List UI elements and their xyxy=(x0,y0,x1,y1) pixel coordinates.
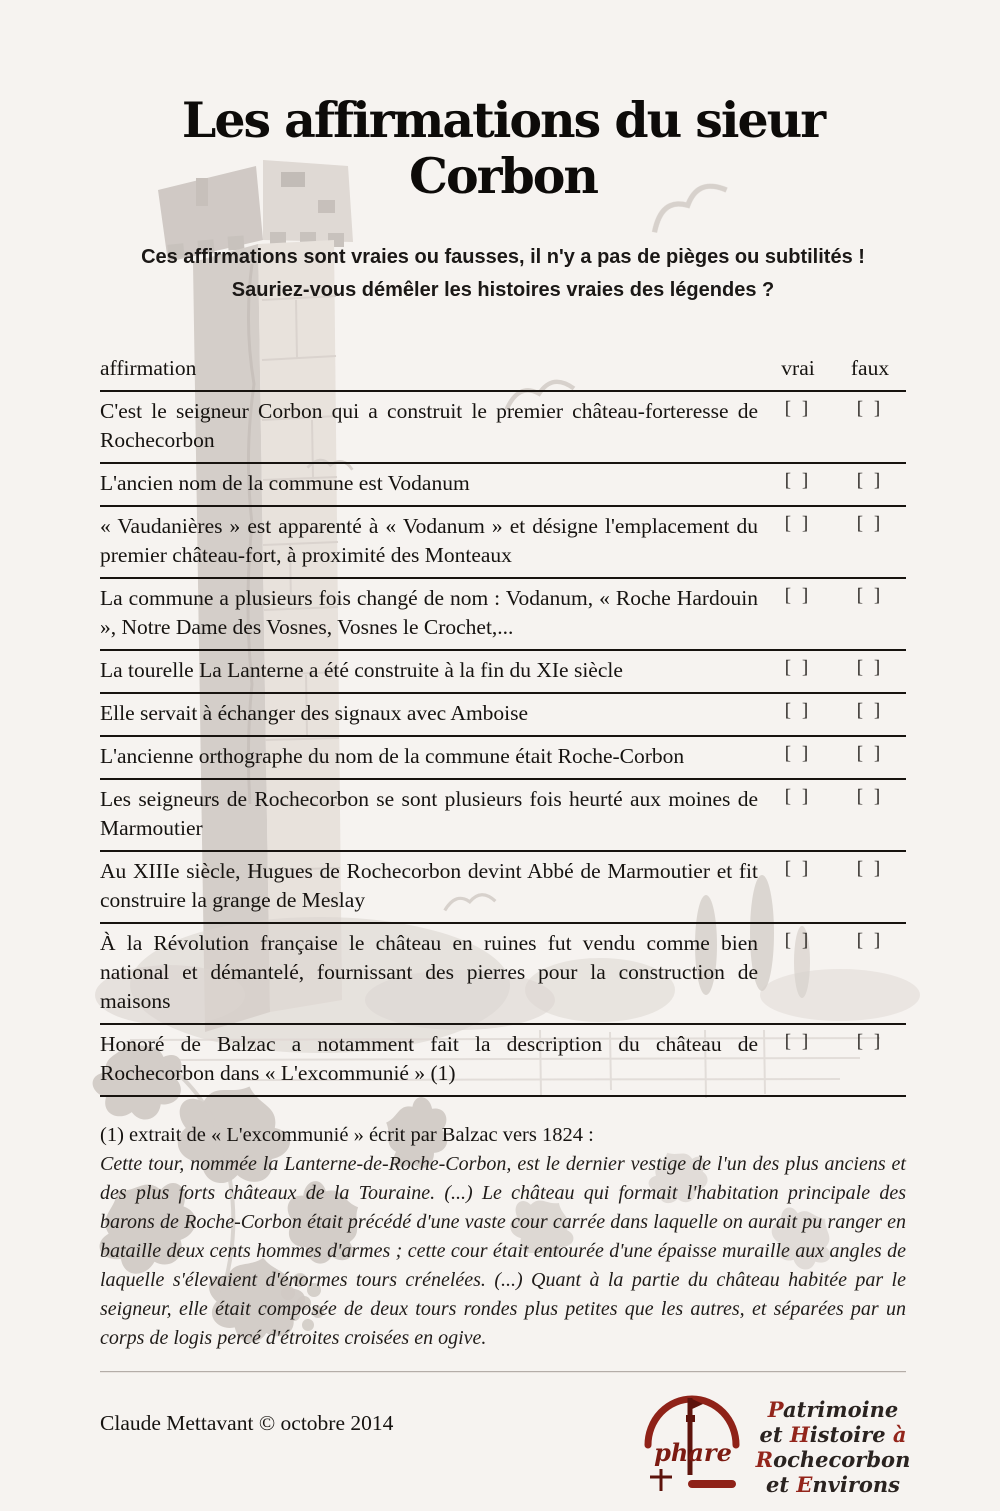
checkbox-vrai[interactable] xyxy=(762,694,834,735)
checkbox-faux[interactable] xyxy=(834,780,906,850)
subtitle xyxy=(100,241,906,307)
table-row xyxy=(100,507,906,579)
checkbox-brackets: [ ] xyxy=(856,785,884,807)
affirmation-text: « Vaudanières » est apparenté à « Vodanum » et désigne l'emplacement du premier château-fort, à proximité des Monteaux xyxy=(100,513,758,567)
org-line-4: et Environs xyxy=(766,1471,900,1497)
table-row xyxy=(100,780,906,852)
copyright-text: Claude Mettavant © octobre 2014 xyxy=(100,1410,394,1435)
checkbox-vrai[interactable] xyxy=(762,651,834,692)
checkbox-brackets: [ ] xyxy=(856,512,884,534)
table-row xyxy=(100,737,906,780)
checkbox-faux[interactable] xyxy=(834,852,906,922)
document-content xyxy=(100,0,911,1499)
affirmation-text: À la Révolution française le château en ruines fut vendu comme bien national et démantelé, fournissant des pierres pour la construction de maisons xyxy=(100,930,758,1013)
checkbox-brackets: [ ] xyxy=(784,785,812,807)
checkbox-brackets: [ ] xyxy=(784,1030,812,1052)
checkbox-faux[interactable] xyxy=(834,1025,906,1095)
checkbox-brackets: [ ] xyxy=(856,584,884,606)
checkbox-brackets: [ ] xyxy=(784,742,812,764)
checkbox-faux[interactable] xyxy=(834,651,906,692)
table-header-row xyxy=(100,355,906,392)
table-row xyxy=(100,852,906,924)
checkbox-vrai[interactable] xyxy=(762,579,834,649)
header-vrai: vrai xyxy=(781,355,815,380)
checkbox-brackets: [ ] xyxy=(784,469,812,491)
checkbox-vrai[interactable] xyxy=(762,392,834,462)
checkbox-faux[interactable] xyxy=(834,694,906,735)
header-affirmation: affirmation xyxy=(100,355,197,380)
checkbox-vrai[interactable] xyxy=(762,1025,834,1095)
affirmation-text: C'est le seigneur Corbon qui a construit le premier château-forteresse de Rochecorbon xyxy=(100,398,758,452)
checkbox-faux[interactable] xyxy=(834,737,906,778)
affirmation-text: Honoré de Balzac a notamment fait la description du château de Rochecorbon dans « L'excommunié » (1) xyxy=(100,1031,758,1085)
affirmations-table xyxy=(100,355,906,1097)
footer xyxy=(100,1381,911,1499)
table-row xyxy=(100,464,906,507)
checkbox-faux[interactable] xyxy=(834,507,906,577)
checkbox-brackets: [ ] xyxy=(784,512,812,534)
checkbox-brackets: [ ] xyxy=(784,857,812,879)
checkbox-brackets: [ ] xyxy=(784,397,812,419)
checkbox-brackets: [ ] xyxy=(784,929,812,951)
phare-logo-icon xyxy=(640,1381,744,1499)
checkbox-faux[interactable] xyxy=(834,392,906,462)
checkbox-brackets: [ ] xyxy=(784,656,812,678)
header-faux: faux xyxy=(850,355,890,380)
affirmation-text: Les seigneurs de Rochecorbon se sont plusieurs fois heurté aux moines de Marmoutier xyxy=(100,786,758,840)
checkbox-brackets: [ ] xyxy=(856,699,884,721)
affirmation-text: Au XIIIe siècle, Hugues de Rochecorbon devint Abbé de Marmoutier et fit construire la grange de Meslay xyxy=(100,858,758,912)
checkbox-vrai[interactable] xyxy=(762,507,834,577)
checkbox-vrai[interactable] xyxy=(762,464,834,505)
subtitle-line-1: Ces affirmations sont vraies ou fausses, il n'y a pas de pièges ou subtilités ! xyxy=(141,245,865,268)
checkbox-vrai[interactable] xyxy=(762,780,834,850)
page-title: Les affirmations du sieur Corbon xyxy=(181,91,825,206)
table-row xyxy=(100,694,906,737)
checkbox-brackets: [ ] xyxy=(856,469,884,491)
checkbox-vrai[interactable] xyxy=(762,852,834,922)
footer-divider xyxy=(100,1371,906,1373)
table-row xyxy=(100,579,906,651)
org-line-2: et Histoire à xyxy=(759,1421,907,1447)
checkbox-faux[interactable] xyxy=(834,464,906,505)
footnote-quote: Cette tour, nommée la Lanterne-de-Roche-Corbon, est le dernier vestige de l'un des plus anciens et des plus forts châteaux de la Touraine. (...) Le château qui formait l'habitation principale des barons de Roche-Corbon était précédé d'une vaste cour carrée dans laquelle on aurait pu ranger en bataille deux cents hommes d'armes ; cette cour était entourée d'une épaisse muraille aux angles de laquelle s'élevaient d'énormes tours crénelées. (...) Quant à la partie du château habitée par le seigneur, elle était composée de deux tours rondes plus petites que les autres, et séparées par un corps de logis percé d'étroites croisées en ogive. xyxy=(100,1152,906,1349)
affirmation-text: L'ancienne orthographe du nom de la commune était Roche-Corbon xyxy=(100,743,685,768)
checkbox-brackets: [ ] xyxy=(856,929,884,951)
checkbox-vrai[interactable] xyxy=(762,737,834,778)
affirmation-text: La commune a plusieurs fois changé de nom : Vodanum, « Roche Hardouin », Notre Dame des Vosnes, Vosnes le Crochet,... xyxy=(100,585,758,639)
checkbox-brackets: [ ] xyxy=(784,699,812,721)
table-row xyxy=(100,1025,906,1097)
phare-logo xyxy=(640,1381,912,1499)
checkbox-faux[interactable] xyxy=(834,579,906,649)
checkbox-brackets: [ ] xyxy=(784,584,812,606)
table-row xyxy=(100,392,906,464)
org-line-3: Rochecorbon xyxy=(755,1446,911,1472)
checkbox-brackets: [ ] xyxy=(856,656,884,678)
table-row xyxy=(100,924,906,1025)
table-row xyxy=(100,651,906,694)
checkbox-brackets: [ ] xyxy=(856,857,884,879)
affirmation-text: La tourelle La Lanterne a été construite à la fin du XIe siècle xyxy=(100,657,623,682)
affirmation-text: Elle servait à échanger des signaux avec Amboise xyxy=(100,700,529,725)
subtitle-line-2: Sauriez-vous démêler les histoires vraies des légendes ? xyxy=(231,278,775,301)
affirmation-text: L'ancien nom de la commune est Vodanum xyxy=(100,470,470,495)
checkbox-vrai[interactable] xyxy=(762,924,834,1023)
checkbox-brackets: [ ] xyxy=(856,397,884,419)
footnote xyxy=(100,1121,906,1353)
org-line-1: Patrimoine xyxy=(767,1396,899,1422)
checkbox-brackets: [ ] xyxy=(856,742,884,764)
footnote-intro: (1) extrait de « L'excommunié » écrit par Balzac vers 1824 : xyxy=(100,1123,594,1146)
org-name xyxy=(754,1397,912,1497)
logo-word-phare: phare xyxy=(654,1437,732,1467)
checkbox-brackets: [ ] xyxy=(856,1030,884,1052)
checkbox-faux[interactable] xyxy=(834,924,906,1023)
